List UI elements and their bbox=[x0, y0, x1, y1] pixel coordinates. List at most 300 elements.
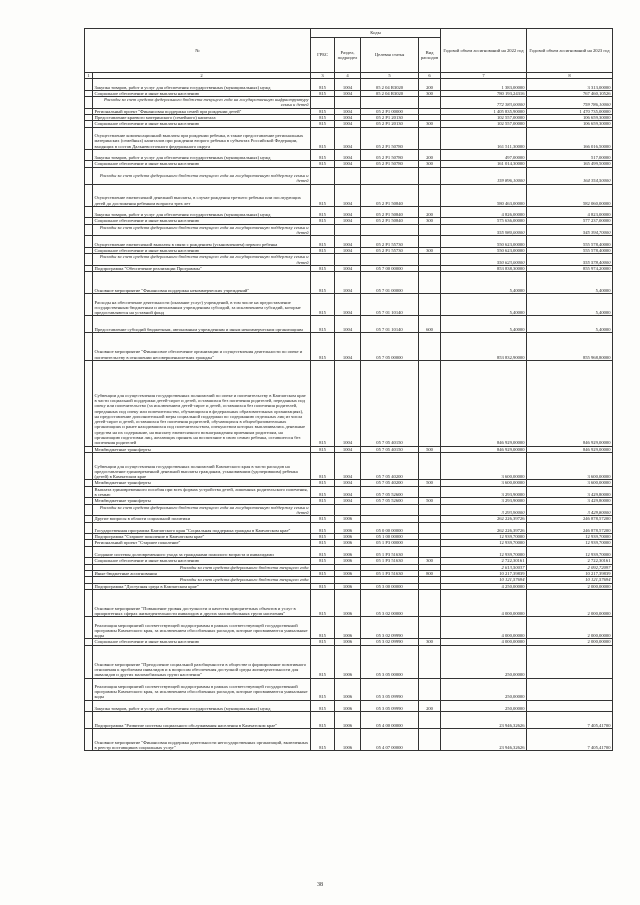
row-value-2022: 4 250,00000 bbox=[441, 583, 527, 589]
row-value-2022: 555 980,00000 bbox=[441, 224, 527, 236]
table-row bbox=[85, 360, 613, 446]
row-expense-type bbox=[419, 224, 441, 236]
row-value-2023: 3 429,80000 bbox=[527, 498, 613, 504]
row-target-article: 05 7 05 40150 bbox=[361, 360, 419, 446]
row-expense-type bbox=[419, 678, 441, 700]
row-value-2022: 10 217,39839 bbox=[441, 570, 527, 576]
table-row-subtotal bbox=[85, 224, 613, 236]
header-target-article: Целевая статья bbox=[361, 38, 419, 73]
header-codes: Коды bbox=[311, 29, 441, 38]
row-value-2022: 10 121,57694 bbox=[441, 577, 527, 583]
row-grbs: 815 bbox=[311, 206, 335, 218]
row-section: 1004 bbox=[335, 121, 361, 127]
header-number: № bbox=[85, 29, 311, 73]
row-name: Региональный проект "Старшее поколение" bbox=[93, 540, 311, 546]
row-value-2023: 555 578,40000 bbox=[527, 247, 613, 253]
row-section: 1006 bbox=[335, 712, 361, 729]
row-name: Социальное обеспечение и иные выплаты населению bbox=[93, 161, 311, 167]
row-number-cell bbox=[85, 486, 93, 498]
row-number-cell bbox=[85, 333, 93, 361]
row-section: 1004 bbox=[335, 206, 361, 218]
row-expense-type bbox=[419, 184, 441, 206]
row-value-2023: 12 939,70000 bbox=[527, 546, 613, 558]
row-target-article: 05 7 05 40200 bbox=[361, 452, 419, 480]
row-value-2023 bbox=[527, 678, 613, 700]
row-grbs: 815 bbox=[311, 480, 335, 486]
table-row bbox=[85, 589, 613, 617]
row-grbs: 815 bbox=[311, 79, 335, 91]
row-section: 1004 bbox=[335, 108, 361, 114]
row-section: 1004 bbox=[335, 294, 361, 316]
table-body bbox=[85, 79, 613, 751]
row-value-2022: 3 293,90000 bbox=[441, 504, 527, 516]
row-value-2022: 12 939,70000 bbox=[441, 540, 527, 546]
row-value-2023: 7 405,41700 bbox=[527, 712, 613, 729]
row-value-2022: 12 939,70000 bbox=[441, 534, 527, 540]
row-value-2023: 759 786,10000 bbox=[527, 97, 613, 109]
row-subtotal-label: Расходы за счет средств федерального бюджета текущего года bbox=[93, 564, 311, 570]
row-value-2022: 5,40000 bbox=[441, 316, 527, 333]
row-value-2022: 262 226,39726 bbox=[441, 522, 527, 534]
row-target-article: 05 7 05 52600 bbox=[361, 486, 419, 498]
row-expense-type bbox=[419, 617, 441, 639]
row-expense-type bbox=[419, 589, 441, 617]
row-expense-type: 300 bbox=[419, 90, 441, 96]
table-row bbox=[85, 316, 613, 333]
row-value-2022: 159 896,10000 bbox=[441, 167, 527, 184]
header-plan-2023: Годовой объем ассигнований на 2023 год bbox=[527, 29, 613, 73]
table-row bbox=[85, 452, 613, 480]
row-section: 1004 bbox=[335, 115, 361, 121]
row-grbs: 815 bbox=[311, 589, 335, 617]
row-target-article: 05 3 05 00000 bbox=[361, 645, 419, 678]
row-section bbox=[335, 167, 361, 184]
row-value-2023: 106 659,30000 bbox=[527, 121, 613, 127]
row-section: 1006 bbox=[335, 522, 361, 534]
row-grbs: 815 bbox=[311, 108, 335, 114]
row-value-2023: 555 578,40000 bbox=[527, 236, 613, 248]
row-value-2022: 250,00000 bbox=[441, 678, 527, 700]
row-grbs: 815 bbox=[311, 558, 335, 564]
row-value-2023 bbox=[527, 700, 613, 712]
row-grbs: 815 bbox=[311, 639, 335, 645]
row-value-2023: 166 016,50000 bbox=[527, 127, 613, 149]
row-grbs: 815 bbox=[311, 645, 335, 678]
row-value-2022: 2 722,30161 bbox=[441, 558, 527, 564]
row-expense-type: 300 bbox=[419, 247, 441, 253]
table-row bbox=[85, 546, 613, 558]
row-expense-type: 300 bbox=[419, 558, 441, 564]
row-value-2022: 250,00000 bbox=[441, 645, 527, 678]
column-number: 8 bbox=[527, 73, 613, 79]
row-name: Субвенции для осуществления государственных полномочий по опеке и попечительству в Камчатском крае в части социальной поддержки детей-сирот и детей, оставшихся без попечения родителей, переданных под опеку или попечительство (за исключением детей-сирот и детей, оставшихся без попечения родителей, переданных под опеку или попечительство, обучающихся в федеральных образовательных организациях), на предоставление дополнительной меры социальной поддержки по содержанию отдельных лиц из числа детей-сирот и детей, оставшихся без попечения родителей, обучающихся в общеобразовательных организациях и ранее находившихся под попечительством, опекунством которых выплачивались денежные средства на их содержание, на выплату ежемесячного вознаграждения приемным родителям, на организацию подготовки лиц, желающих принять на воспитание в свою семью ребенка, оставшегося без попечения родителей bbox=[93, 360, 311, 446]
table-row bbox=[85, 712, 613, 729]
row-value-2022: 161 511,30000 bbox=[441, 127, 527, 149]
row-value-2023: 545 394,70000 bbox=[527, 224, 613, 236]
row-target-article: 05 2 P1 50840 bbox=[361, 206, 419, 218]
table-row bbox=[85, 149, 613, 161]
row-expense-type bbox=[419, 167, 441, 184]
row-expense-type: 300 bbox=[419, 121, 441, 127]
row-expense-type: 500 bbox=[419, 480, 441, 486]
row-name: Другие вопросы в области социальной политики bbox=[93, 516, 311, 522]
row-section bbox=[335, 504, 361, 516]
row-section: 1004 bbox=[335, 127, 361, 149]
row-subtotal-label: Расходы за счет средств федерального бюджета текущего года на государственную поддержку семьи и детей bbox=[93, 167, 311, 184]
row-section: 1004 bbox=[335, 149, 361, 161]
header-grbs: ГРБС bbox=[311, 38, 335, 73]
row-expense-type: 500 bbox=[419, 498, 441, 504]
table-row bbox=[85, 206, 613, 218]
row-name: Социальное обеспечение и иные выплаты населению bbox=[93, 639, 311, 645]
row-value-2023 bbox=[527, 645, 613, 678]
row-grbs: 815 bbox=[311, 583, 335, 589]
row-section: 1006 bbox=[335, 729, 361, 751]
row-grbs: 815 bbox=[311, 127, 335, 149]
row-grbs: 815 bbox=[311, 540, 335, 546]
row-value-2023: 3 313,00000 bbox=[527, 79, 613, 91]
row-value-2023: 2 722,30161 bbox=[527, 558, 613, 564]
row-section bbox=[335, 224, 361, 236]
table-row bbox=[85, 272, 613, 294]
row-grbs: 815 bbox=[311, 184, 335, 206]
row-target-article: 05 7 01 10140 bbox=[361, 316, 419, 333]
row-section: 1004 bbox=[335, 480, 361, 486]
row-section: 1006 bbox=[335, 570, 361, 576]
row-expense-type bbox=[419, 712, 441, 729]
row-expense-type bbox=[419, 127, 441, 149]
row-value-2022: 4 000,00000 bbox=[441, 617, 527, 639]
row-target-article: 05 2 P1 50780 bbox=[361, 149, 419, 161]
row-value-2022: 5,40000 bbox=[441, 272, 527, 294]
row-value-2023: 7 405,41700 bbox=[527, 729, 613, 751]
row-name: Осуществление ежемесячной денежной выплаты, в случае рождения третьего ребенка или последующих детей до достижения ребенком возраста трех лет bbox=[93, 184, 311, 206]
row-target-article: 05 7 05 40150 bbox=[361, 446, 419, 452]
row-expense-type: 200 bbox=[419, 79, 441, 91]
row-value-2022: 772 383,00000 bbox=[441, 97, 527, 109]
header-expense-type: Вид расходов bbox=[419, 38, 441, 73]
row-target-article: 05 2 P1 50840 bbox=[361, 184, 419, 206]
row-value-2022: 3 600,00000 bbox=[441, 480, 527, 486]
row-target-article bbox=[361, 254, 419, 266]
row-grbs: 815 bbox=[311, 522, 335, 534]
row-value-2022: 550 623,00000 bbox=[441, 236, 527, 248]
row-name: Расходы на обеспечение деятельности (оказание услуг) учреждений, в том числе на предоставление государственным бюджетным и автономным учреждениям субсидий, за исключением субсидий, которые предоставляются на уставной фонд bbox=[93, 294, 311, 316]
table-row bbox=[85, 79, 613, 91]
row-expense-type: 500 bbox=[419, 446, 441, 452]
row-value-2022: 4 000,00000 bbox=[441, 589, 527, 617]
row-value-2023: 2 000,00000 bbox=[527, 589, 613, 617]
row-name: Предоставление субсидий бюджетным, автономным учреждениям и иным некоммерческим организациям bbox=[93, 316, 311, 333]
row-target-article: 05 3 05 09990 bbox=[361, 678, 419, 700]
row-name: Закупка товаров, работ и услуг для обеспечения государственных (муниципальных) нужд bbox=[93, 149, 311, 161]
row-grbs: 815 bbox=[311, 678, 335, 700]
table-row bbox=[85, 127, 613, 149]
row-expense-type: 300 bbox=[419, 161, 441, 167]
row-grbs bbox=[311, 97, 335, 109]
row-name: Основное мероприятие "Преодоление социальной разобщенности в обществе и формирование позитивного отношения к проблемам инвалидов и к вопросам обеспечения доступной среды жизнедеятельности для инвалидов и других маломобильных групп населения" bbox=[93, 645, 311, 678]
row-value-2023: 165 499,50000 bbox=[527, 161, 613, 167]
row-section: 1004 bbox=[335, 498, 361, 504]
row-value-2022: 102 557,00000 bbox=[441, 115, 527, 121]
row-value-2023: 767 460,10526 bbox=[527, 90, 613, 96]
row-value-2023: 2 000,00000 bbox=[527, 639, 613, 645]
row-target-article bbox=[361, 97, 419, 109]
row-target-article: 05 2 P1 00000 bbox=[361, 108, 419, 114]
row-name: Реализация мероприятий соответствующей подпрограммы в рамках соответствующей государственной программы Камчатского края, за исключением обособленных расходов, которые присваиваются уникальные коды bbox=[93, 617, 311, 639]
row-section: 1006 bbox=[335, 639, 361, 645]
row-value-2022: 3 600,00000 bbox=[441, 452, 527, 480]
row-section: 1006 bbox=[335, 678, 361, 700]
row-value-2023: 4 823,00000 bbox=[527, 206, 613, 218]
row-value-2022: 4 826,00000 bbox=[441, 206, 527, 218]
row-value-2022: 853 832,90000 bbox=[441, 333, 527, 361]
table-row-subtotal bbox=[85, 504, 613, 516]
header-section: Раздел, подраздел bbox=[335, 38, 361, 73]
row-target-article: 05 1 P3 00000 bbox=[361, 540, 419, 546]
row-name: Основное мероприятие "Финансовая поддержка некоммерческих учреждений" bbox=[93, 272, 311, 294]
row-expense-type: 200 bbox=[419, 149, 441, 161]
row-value-2022: 3 293,90000 bbox=[441, 498, 527, 504]
row-number-cell bbox=[85, 97, 93, 109]
row-number-cell bbox=[85, 224, 93, 236]
row-target-article: 05 2 P1 50780 bbox=[361, 127, 419, 149]
page-number: 38 bbox=[317, 882, 323, 888]
row-expense-type bbox=[419, 546, 441, 558]
row-grbs bbox=[311, 254, 335, 266]
row-section: 1004 bbox=[335, 360, 361, 446]
row-value-2023: 3 600,00000 bbox=[527, 480, 613, 486]
row-section: 1006 bbox=[335, 546, 361, 558]
row-expense-type: 300 bbox=[419, 218, 441, 224]
row-value-2022: 2 613,50037 bbox=[441, 564, 527, 570]
row-target-article: 05 4 07 00000 bbox=[361, 729, 419, 751]
row-value-2022: 5,40000 bbox=[441, 294, 527, 316]
row-value-2023: 846 929,00000 bbox=[527, 446, 613, 452]
row-value-2023: 1 470 735,00000 bbox=[527, 108, 613, 114]
row-section: 1004 bbox=[335, 247, 361, 253]
row-expense-type bbox=[419, 236, 441, 248]
row-name: Осуществление ежемесячной выплаты в связи с рождением (усыновлением) первого ребенка bbox=[93, 236, 311, 248]
row-name: Социальное обеспечение и иные выплаты населению bbox=[93, 121, 311, 127]
row-value-2022: 550 623,00000 bbox=[441, 254, 527, 266]
row-grbs: 815 bbox=[311, 333, 335, 361]
row-value-2023: 3 429,80000 bbox=[527, 486, 613, 498]
column-number: 3 bbox=[311, 73, 335, 79]
row-name: Закупка товаров, работ и услуг для обеспечения государственных (муниципальных) нужд bbox=[93, 206, 311, 218]
table-row bbox=[85, 700, 613, 712]
row-section: 1006 bbox=[335, 534, 361, 540]
row-name: Иные бюджетные ассигнования bbox=[93, 570, 311, 576]
row-expense-type bbox=[419, 254, 441, 266]
row-value-2022: 161 014,30000 bbox=[441, 161, 527, 167]
row-grbs bbox=[311, 224, 335, 236]
row-value-2022: 1 405 835,90000 bbox=[441, 108, 527, 114]
row-value-2022: 102 557,00000 bbox=[441, 121, 527, 127]
row-value-2023: 2 092,72097 bbox=[527, 564, 613, 570]
row-value-2023: 106 659,30000 bbox=[527, 115, 613, 121]
row-number-cell bbox=[85, 360, 93, 446]
row-grbs: 815 bbox=[311, 546, 335, 558]
row-subtotal-label: Расходы за счет средств федерального бюджета текущего года на государственную поддержку семьи и детей bbox=[93, 224, 311, 236]
row-grbs: 815 bbox=[311, 452, 335, 480]
row-value-2022: 575 636,00000 bbox=[441, 218, 527, 224]
row-number-cell bbox=[85, 149, 93, 161]
row-target-article: 05 2 P1 50780 bbox=[361, 161, 419, 167]
row-target-article: 05 1 P3 51630 bbox=[361, 570, 419, 576]
row-expense-type bbox=[419, 645, 441, 678]
row-section: 1004 bbox=[335, 218, 361, 224]
row-name: Социальное обеспечение и иные выплаты населению bbox=[93, 218, 311, 224]
row-target-article: 05 3 02 00000 bbox=[361, 589, 419, 617]
row-grbs: 815 bbox=[311, 121, 335, 127]
row-section bbox=[335, 97, 361, 109]
row-value-2023: 2 000,00000 bbox=[527, 617, 613, 639]
table-row bbox=[85, 522, 613, 534]
row-grbs: 815 bbox=[311, 218, 335, 224]
row-name: Осуществление компенсационной выплаты при рождении ребенка, в также предоставление региональных материнских (семейных) капиталов при рождении второго ребенка в субъектах Российской Федерации, входящих в состав Дальневосточного федерального округа bbox=[93, 127, 311, 149]
row-target-article bbox=[361, 167, 419, 184]
row-value-2022: 250,00000 bbox=[441, 700, 527, 712]
row-target-article: 05 3 02 09990 bbox=[361, 639, 419, 645]
row-section: 1006 bbox=[335, 589, 361, 617]
row-target-article: 05 7 00 00000 bbox=[361, 265, 419, 271]
row-name: Закупка товаров, работ и услуг для обеспечения государственных (муниципальных) нужд bbox=[93, 79, 311, 91]
row-value-2023: 10 121,57694 bbox=[527, 577, 613, 583]
row-grbs: 815 bbox=[311, 316, 335, 333]
row-target-article: 05 2 P1 20130 bbox=[361, 115, 419, 121]
row-value-2023: 517,00000 bbox=[527, 149, 613, 161]
row-value-2023: 582 060,00000 bbox=[527, 184, 613, 206]
row-section: 1006 bbox=[335, 645, 361, 678]
row-number-cell bbox=[85, 522, 93, 534]
row-target-article: 05 7 05 00000 bbox=[361, 333, 419, 361]
row-number-cell bbox=[85, 206, 93, 218]
row-value-2023: 855 968,80000 bbox=[527, 333, 613, 361]
table-row bbox=[85, 236, 613, 248]
row-value-2022: 23 946,32626 bbox=[441, 712, 527, 729]
row-name: Подпрограмма "Обеспечение реализации Программы" bbox=[93, 265, 311, 271]
row-value-2022: 12 939,70000 bbox=[441, 546, 527, 558]
row-value-2022: 846 929,00000 bbox=[441, 446, 527, 452]
row-grbs: 815 bbox=[311, 265, 335, 271]
budget-table bbox=[84, 28, 613, 751]
row-grbs: 815 bbox=[311, 700, 335, 712]
row-grbs: 815 bbox=[311, 161, 335, 167]
row-value-2023: 246 878,57200 bbox=[527, 516, 613, 522]
row-number-cell bbox=[85, 700, 93, 712]
row-value-2023: 846 929,00000 bbox=[527, 360, 613, 446]
row-expense-type bbox=[419, 294, 441, 316]
row-target-article: 05 3 05 09990 bbox=[361, 700, 419, 712]
column-number: 4 bbox=[335, 73, 361, 79]
row-name: Основное мероприятие "Повышение уровня доступности и качества приоритетных объектов и услуг в приоритетных сферах жизнедеятельности инвалидов и других маломобильных групп населения" bbox=[93, 589, 311, 617]
row-target-article: 05 2 04 R3020 bbox=[361, 79, 419, 91]
row-section: 1006 bbox=[335, 516, 361, 522]
row-section: 1004 bbox=[335, 236, 361, 248]
row-section: 1004 bbox=[335, 333, 361, 361]
row-section: 1006 bbox=[335, 540, 361, 546]
column-number: 5 bbox=[361, 73, 419, 79]
row-number-cell bbox=[85, 167, 93, 184]
row-target-article: 05 7 01 00000 bbox=[361, 272, 419, 294]
row-name: Подпрограмма "Доступная среда в Камчатском крае" bbox=[93, 583, 311, 589]
row-value-2023: 5,40000 bbox=[527, 294, 613, 316]
row-target-article: 05 3 00 00000 bbox=[361, 583, 419, 589]
row-number-cell bbox=[85, 79, 93, 91]
row-number-cell bbox=[85, 504, 93, 516]
row-value-2023: 5,40000 bbox=[527, 316, 613, 333]
row-section: 1004 bbox=[335, 452, 361, 480]
row-name: Межбюджетные трансферты bbox=[93, 446, 311, 452]
row-target-article: 05 7 05 40200 bbox=[361, 480, 419, 486]
row-section: 1004 bbox=[335, 79, 361, 91]
row-name: Межбюджетные трансферты bbox=[93, 498, 311, 504]
row-section: 1004 bbox=[335, 446, 361, 452]
row-target-article: 05 0 00 00000 bbox=[361, 522, 419, 534]
table-row bbox=[85, 729, 613, 751]
row-grbs bbox=[311, 167, 335, 184]
row-expense-type bbox=[419, 272, 441, 294]
row-expense-type bbox=[419, 486, 441, 498]
row-name: Социальное обеспечение и иные выплаты населению bbox=[93, 558, 311, 564]
row-expense-type: 300 bbox=[419, 639, 441, 645]
row-value-2023: 5,40000 bbox=[527, 272, 613, 294]
row-section: 1004 bbox=[335, 272, 361, 294]
row-section: 1004 bbox=[335, 90, 361, 96]
table-header-top bbox=[85, 29, 613, 38]
row-number-cell bbox=[85, 589, 93, 617]
row-section: 1006 bbox=[335, 558, 361, 564]
row-name: Подпрограмма "Старшее поколение в Камчатском крае" bbox=[93, 534, 311, 540]
row-value-2022: 853 838,30000 bbox=[441, 265, 527, 271]
row-value-2023: 3 429,80000 bbox=[527, 504, 613, 516]
row-grbs: 815 bbox=[311, 294, 335, 316]
row-number-cell bbox=[85, 272, 93, 294]
row-section: 1006 bbox=[335, 700, 361, 712]
row-name: Социальное обеспечение и иные выплаты населению bbox=[93, 90, 311, 96]
row-target-article: 05 7 05 52600 bbox=[361, 498, 419, 504]
row-target-article bbox=[361, 224, 419, 236]
row-name: Основное мероприятие "Финансовая поддержка деятельности негосударственных организаций, включенных в реестр поставщиков социальных услуг" bbox=[93, 729, 311, 751]
row-value-2022: 550 623,00000 bbox=[441, 247, 527, 253]
row-grbs: 815 bbox=[311, 115, 335, 121]
table-row bbox=[85, 294, 613, 316]
row-name: Региональный проект "Финансовая поддержка семей при рождении детей" bbox=[93, 108, 311, 114]
row-value-2022: 497,00000 bbox=[441, 149, 527, 161]
row-name: Социальное обеспечение и иные выплаты населению bbox=[93, 247, 311, 253]
row-number-cell bbox=[85, 645, 93, 678]
row-number-cell bbox=[85, 294, 93, 316]
row-grbs: 815 bbox=[311, 516, 335, 522]
row-name: Государственная программа Камчатского края "Социальная поддержка граждан в Камчатском крае" bbox=[93, 522, 311, 534]
row-target-article: 05 1 00 00000 bbox=[361, 534, 419, 540]
row-grbs: 815 bbox=[311, 570, 335, 576]
row-grbs: 815 bbox=[311, 272, 335, 294]
column-number: 2 bbox=[93, 73, 311, 79]
row-name: Основное мероприятие "Финансовое обеспечение организации и осуществления деятельности по опеке и попечительству в отношении несовершеннолетних граждан" bbox=[93, 333, 311, 361]
row-name: Закупка товаров, работ и услуг для обеспечения государственных (муниципальных) нужд bbox=[93, 700, 311, 712]
row-grbs: 815 bbox=[311, 534, 335, 540]
row-target-article bbox=[361, 504, 419, 516]
row-grbs: 815 bbox=[311, 236, 335, 248]
row-name: Подпрограмма "Развитие системы социального обслуживания населения в Камчатском крае" bbox=[93, 712, 311, 729]
row-value-2022: 4 000,00000 bbox=[441, 639, 527, 645]
row-target-article: 05 3 02 09990 bbox=[361, 617, 419, 639]
row-value-2023: 164 354,50000 bbox=[527, 167, 613, 184]
header-plan-2022: Годовой объем ассигнований на 2022 год bbox=[441, 29, 527, 73]
row-name: Предоставление краевого материнского (семейного) капитала bbox=[93, 115, 311, 121]
